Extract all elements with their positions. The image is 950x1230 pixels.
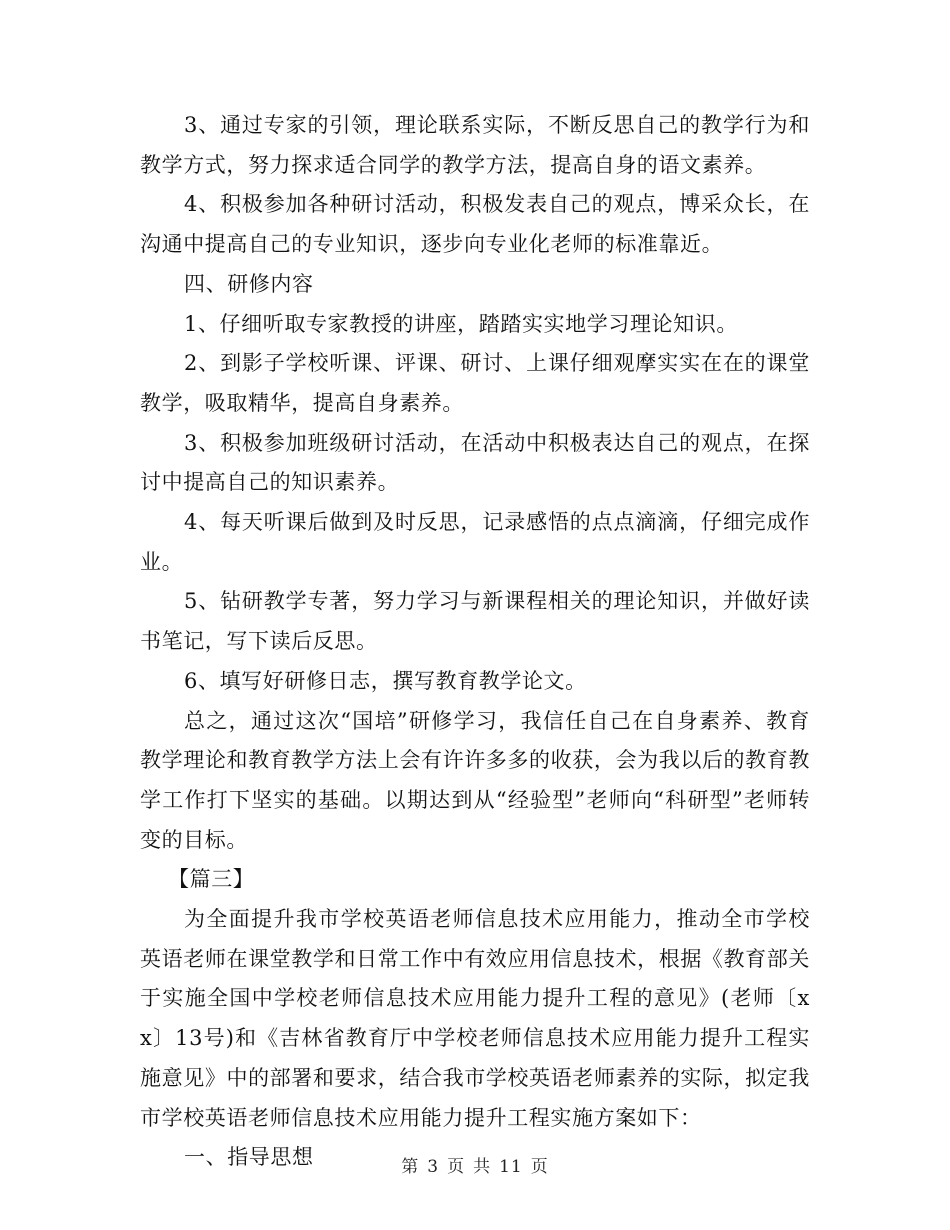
footer-label-page-unit: 页 <box>447 1157 466 1177</box>
content-item-3: 3、积极参加班级研讨活动，在活动中积极表达自己的观点，在探讨中提高自己的知识素养。 <box>140 430 810 495</box>
section-heading-guiding-ideology: 一、指导思想 <box>184 1145 314 1170</box>
content-item-4: 4、每天听课后做到及时反思，记录感悟的点点滴滴，仔细完成作业。 <box>140 510 810 574</box>
document-body <box>140 106 810 1178</box>
footer-label-total-unit: 页 <box>530 1157 549 1177</box>
paragraph-item-4: 4、积极参加各种研讨活动，积极发表自己的观点，博采众长，在沟通中提高自己的专业知识，逐步向专业化老师的标准靠近。 <box>140 192 810 257</box>
summary-paragraph: 总之，通过这次“国培”研修学习，我信任自己在自身素养、教育教学理论和教育教学方法上会有许许多多的收获，会为我以后的教育教学工作打下坚实的基础。以期达到从“经验型”老师向“科研型”老师转变的目标。 <box>140 708 810 852</box>
footer-current-page: 3 <box>427 1157 440 1177</box>
intro-paragraph: 为全面提升我市学校英语老师信息技术应用能力，推动全市学校英语老师在课堂教学和日常工作中有效应用信息技术，根据《教育部关于实施全国中学校老师信息技术应用能力提升工程的意见》(老师〔xx〕13号)和《吉林省教育厅中学校老师信息技术应用能力提升工程实施意见》中的部署和要求，结合我市学校英语老师素养的实际，拟定我市学校英语老师信息技术应用能力提升工程实施方案如下： <box>140 907 810 1130</box>
paragraph-item-3: 3、通过专家的引领，理论联系实际，不断反思自己的教学行为和教学方式，努力探求适合同学的教学方法，提高自身的语文素养。 <box>140 113 810 177</box>
footer-label-total: 共 <box>473 1157 492 1177</box>
content-item-6: 6、填写好研修日志，撰写教育教学论文。 <box>184 668 587 693</box>
content-item-5: 5、钻研教学专著，努力学习与新课程相关的理论知识，并做好读书笔记，写下读后反思。 <box>140 589 810 654</box>
footer-total-pages: 11 <box>499 1157 523 1177</box>
section-heading-research-content: 四、研修内容 <box>184 271 314 296</box>
content-item-2: 2、到影子学校听课、评课、研讨、上课仔细观摩实实在在的课堂教学，吸取精华，提高自身素养。 <box>140 351 810 415</box>
content-item-1: 1、仔细听取专家教授的讲座，踏踏实实地学习理论知识。 <box>184 311 738 336</box>
chapter-heading-part-three: 【篇三】 <box>168 867 255 892</box>
page-footer <box>0 1152 950 1177</box>
footer-label-page: 第 <box>401 1157 420 1177</box>
